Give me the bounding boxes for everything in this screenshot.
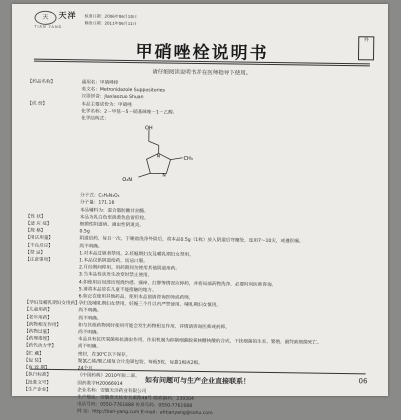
row-label: 【用法用量】 [25, 235, 79, 243]
row-label: 【规 格】 [25, 228, 79, 236]
row-value: 聚氯乙烯/聚乙烯复合片泡罩包装，每板5枚，每盒1板或2板。 [78, 358, 372, 369]
row-value: 尚不明确。 [78, 308, 372, 319]
rows-top [27, 79, 376, 127]
atom-n-2: N [162, 173, 165, 179]
row-label: 【药代动力学】 [24, 343, 78, 351]
brand-logo: 天 [34, 11, 56, 25]
row-value: 密封，在30℃以下保存。 [78, 351, 372, 362]
atom-methyl: CH₃ [184, 156, 193, 162]
row-value: 汉语拼音：Jiaxiaozuo Shuan [81, 94, 375, 105]
usage-notice: 请仔细阅读说明书并在医师指导下使用。 [14, 65, 390, 78]
row-value: 电话号码：0550-7761688 传真号码：0550-7761688 [77, 401, 371, 412]
row-value: 化学结构式： [81, 115, 375, 126]
row-label: 【适 应 症】 [26, 221, 80, 229]
row-label: 【药品名称】 [28, 79, 82, 87]
row-label: 【批准文号】 [23, 379, 77, 387]
row-label: 【包 装】 [24, 357, 78, 365]
brand-name: 天洋 [58, 10, 76, 21]
document-title: 甲硝唑栓说明书 [14, 35, 390, 65]
row-value: 网 址：http://tian-yang.com E-mail：ahtianyang@sohu.com [77, 409, 371, 420]
row-value: 《中国药典》2010年版二部。 [77, 373, 371, 384]
row-value: 0.5g [79, 229, 373, 240]
row-value: 化学名称：2－甲基－5－硝基咪唑－1－乙醇。 [81, 108, 375, 119]
external-use-mark: 外 [358, 36, 374, 60]
structure-diagram [26, 122, 375, 197]
atom-n-1: N [157, 154, 160, 160]
row-value: 细菌性阴道病、滴虫性阴道炎。 [80, 221, 374, 232]
row-label: 【药物相互作用】 [24, 321, 78, 329]
page-number: 06 [359, 377, 368, 385]
row-value: 本品具有抗厌氧菌和抗滴虫作用，作用机制为抑制细菌脱氧核糖核酸的合成，干扰细菌的生长、繁殖，最终致细菌死亡。 [78, 337, 372, 348]
revision-dates [84, 12, 137, 27]
row-value: 尚不明确。 [78, 329, 372, 340]
leaflet-page [12, 4, 388, 396]
row-value: 本品辅料为：混合脂肪酸甘油酯。 [80, 207, 374, 218]
row-label: 【儿童用药】 [24, 307, 78, 315]
row-value: 生产地址：安徽省天长市天康路48号 邮政编码：239304 [77, 394, 371, 405]
row-value: 分子量：171.16 [80, 200, 374, 211]
row-value: 尚不明确。 [78, 315, 372, 326]
row-value: 通用名：甲硝唑栓 [82, 79, 376, 90]
row-value: 1.本品仅供阴道给药，切忌口服。 [79, 257, 373, 268]
row-value: 尚不明确。 [78, 344, 372, 355]
row-value: 4.如使用后局部出现烧灼感、瘙痒、红肿等情况应停药，并将局部药物洗净，必要时向医师咨询。 [79, 279, 373, 290]
row-label: 【执行标准】 [23, 372, 77, 380]
leaflet-content [9, 1, 390, 398]
row-label: 【不良反应】 [25, 242, 79, 250]
row-value: 尚不明确。 [79, 243, 373, 254]
row-value: 国药准字H20066914 [77, 380, 371, 391]
row-label: 【老年用药】 [24, 314, 78, 322]
revision-date: 修改日期：2011年06月11日 [84, 19, 136, 27]
row-value: 阴道给药，每日一次，于睡前洗净外阴后，将本品0.5g（1枚）放入阴道后穹窿处，连用7～10天，或遵医嘱。 [79, 236, 373, 247]
row-label: 【贮 藏】 [24, 350, 78, 358]
brand-subtitle: TIAN YANG [34, 25, 62, 29]
row-value: 本品为乳白色至淡黄色鱼雷形栓。 [80, 214, 374, 225]
row-value: 本品主要成份为：甲硝唑 [81, 101, 375, 112]
atom-oh: OH [145, 125, 153, 131]
row-label: 【药物过量】 [24, 329, 78, 337]
row-label: 【注意事项】 [25, 257, 79, 265]
row-value: 企业名称：安徽天洋药业有限公司 [77, 387, 371, 398]
row-label: 【孕妇及哺乳期妇女用药】 [24, 300, 78, 308]
row-label [23, 408, 77, 416]
approval-date: 核准日期：2006年06月18日 [85, 12, 137, 20]
row-value: 分子式：C₆H₉N₃O₃ [80, 193, 374, 204]
row-value: 2.月经期间停用。用药期间勿使用其他阴道用药。 [79, 265, 373, 276]
row-value: 5.请将本品放在儿童不能接触的地方。 [79, 286, 373, 297]
row-label: 【成 份】 [27, 100, 81, 108]
row-value: 1.对本品过敏者禁用。2.妊娠期妇女及哺乳期妇女禁用。 [79, 250, 373, 261]
row-value: 3.当本品性状发生改变时禁止使用。 [79, 272, 373, 283]
row-label: 【性 状】 [26, 213, 80, 221]
row-value: 24个月 [78, 365, 372, 376]
row-value: 如与其他药物同时使用可能会发生药物相互作用，详情请咨询医师或药师。 [78, 322, 372, 333]
metronidazole-structure [96, 123, 217, 195]
row-value: 孕妇及哺乳期妇女禁用。妊娠三个月以内严禁使用。哺乳期妇女慎用。 [78, 301, 372, 312]
row-value: 6.如正在使用其他药品，使用本品前请咨询医师或药师。 [79, 293, 373, 304]
row-label: 【生产企业】 [23, 386, 77, 394]
row-label: 【药理毒理】 [24, 336, 78, 344]
row-label: 【禁 忌】 [25, 249, 79, 257]
row-label: 【有 效 期】 [24, 365, 78, 373]
footer-contact-note: 如有问题可与生产企业直接联系！ [9, 373, 385, 388]
row-value: 英文名：Metronidazole Suppositories [81, 87, 375, 98]
atom-nitro: O₂N [122, 177, 132, 183]
